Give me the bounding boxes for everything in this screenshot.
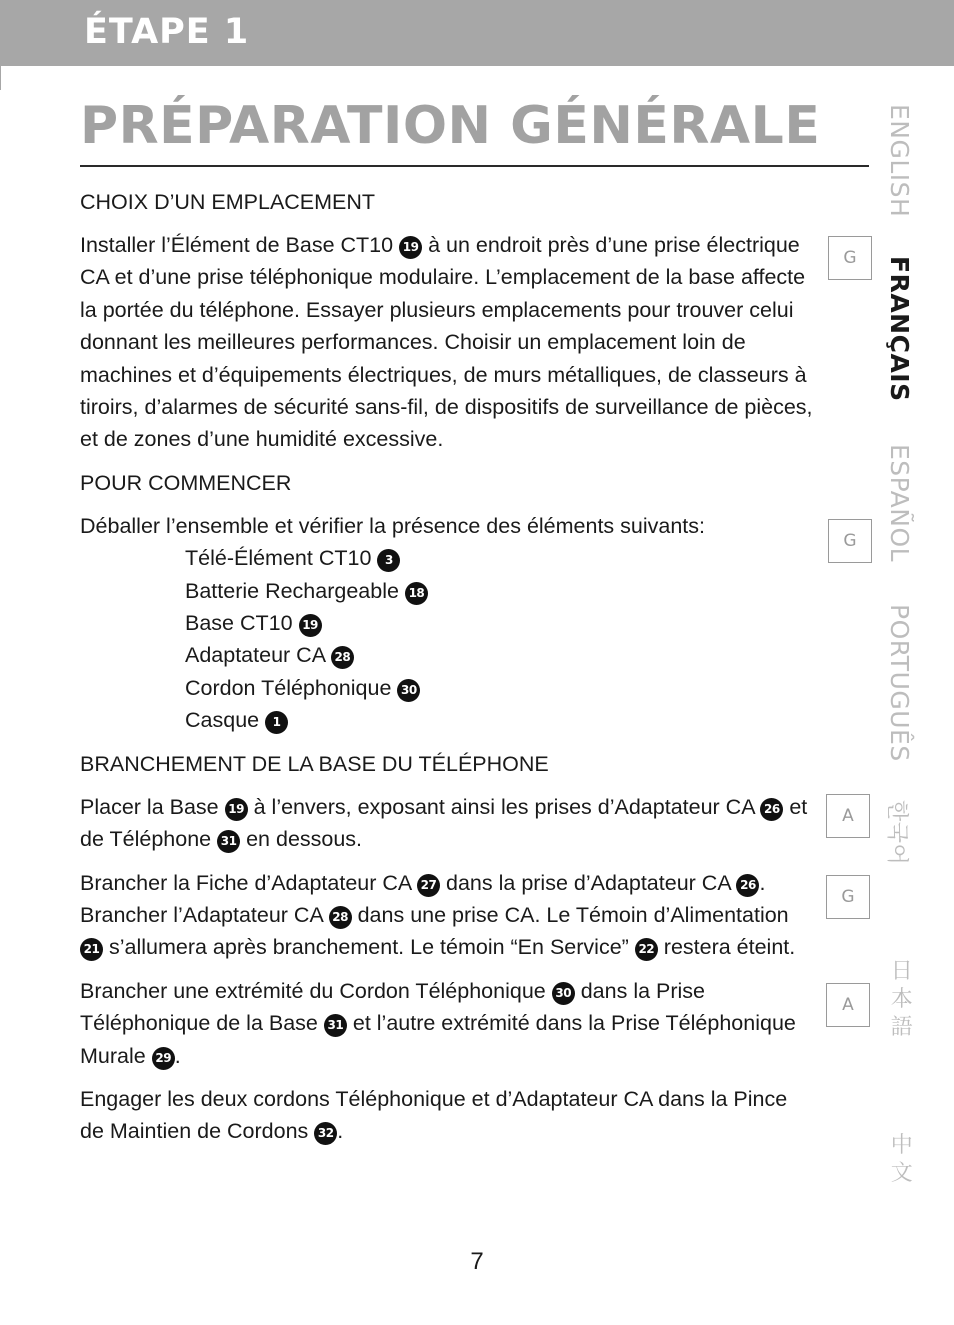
- item-label: Télé-Élément CT10: [185, 546, 372, 571]
- callout-number: 18: [405, 582, 428, 605]
- list-item: [185, 704, 815, 736]
- paragraph-branchement-3: [80, 975, 815, 1072]
- callout-number: 19: [399, 236, 422, 259]
- language-tab-japanese[interactable]: 日 本 語: [890, 959, 914, 1040]
- page-number: 7: [470, 1248, 484, 1275]
- margin-tab: G: [826, 875, 870, 919]
- item-label: Batterie Rechargeable: [185, 578, 399, 603]
- item-label: Casque: [185, 708, 260, 733]
- text-run: dans la prise d’Adaptateur CA: [446, 870, 731, 895]
- item-label: Cordon Téléphonique: [185, 675, 392, 700]
- list-item: [185, 639, 815, 671]
- callout-number: 22: [635, 938, 658, 961]
- language-tab-korean[interactable]: 한국어: [884, 800, 909, 866]
- text-run: Placer la Base: [80, 794, 219, 819]
- language-tab-english[interactable]: ENGLISH: [885, 104, 914, 218]
- callout-number: 31: [217, 830, 240, 853]
- page-title: PRÉPARATION GÉNÉRALE: [80, 96, 821, 156]
- section-heading-emplacement: CHOIX D’UN EMPLACEMENT: [80, 190, 376, 214]
- callout-number: 3: [377, 549, 400, 572]
- callout-number: 28: [331, 646, 354, 669]
- text-run: Brancher une extrémité du Cordon Téléphonique: [80, 978, 546, 1003]
- paragraph-emplacement: [80, 229, 815, 456]
- callout-number: 26: [760, 798, 783, 821]
- callout-number: 32: [314, 1122, 337, 1145]
- margin-tab: G: [828, 519, 872, 563]
- callout-number: 30: [397, 679, 420, 702]
- item-label: Adaptateur CA: [185, 643, 325, 668]
- text-run: à l’envers, exposant ainsi les prises d’Adaptateur CA: [253, 794, 755, 819]
- text-run: en dessous.: [246, 827, 363, 852]
- text-run: dans une prise CA. Le Témoin d’Alimentation: [357, 902, 789, 927]
- text-run: . Brancher l’Adaptateur CA: [80, 870, 766, 927]
- callout-number: 19: [299, 614, 322, 637]
- callout-number: 27: [417, 874, 440, 897]
- language-tab-chinese[interactable]: 中 文: [890, 1133, 914, 1186]
- text-run: .: [337, 1119, 344, 1144]
- callout-number: 30: [552, 982, 575, 1005]
- callout-number: 26: [736, 874, 759, 897]
- text-run: et de Téléphone: [80, 794, 808, 852]
- text-run: restera éteint.: [663, 935, 796, 960]
- callout-number: 29: [152, 1047, 175, 1070]
- list-item: [185, 672, 815, 704]
- callout-number: 28: [329, 906, 352, 929]
- paragraph-branchement-1: [80, 791, 815, 856]
- language-tab-espanol[interactable]: ESPAÑOL: [885, 444, 914, 563]
- language-tab-portugues[interactable]: PORTUGUÊS: [885, 604, 914, 762]
- callout-number: 1: [265, 711, 288, 734]
- step-header-bar: [0, 0, 954, 66]
- package-contents-list: [185, 542, 815, 736]
- list-item: [185, 607, 815, 639]
- text-run: .: [174, 1043, 181, 1068]
- title-divider: [80, 165, 869, 167]
- list-item: [185, 575, 815, 607]
- margin-tab: G: [828, 236, 872, 280]
- paragraph-branchement-4: [80, 1083, 815, 1148]
- text-run: Installer l’Élément de Base CT10: [80, 233, 394, 257]
- margin-tab: A: [826, 794, 870, 838]
- text-run: Engager les deux cordons Téléphonique et d’Adaptateur CA dans la Pince de Maintien de Cordons: [80, 1086, 788, 1144]
- paragraph-branchement-2: [80, 867, 815, 964]
- text-run: à un endroit près d’une prise électrique CA et d’une prise téléphonique modulaire. L’emplacement de la base affecte la portée du téléphone. Essayer plusieurs emplacements pour trouver celui donnant les meilleures performances. Choisir un emplacement loin de machines et d’équipements électriques, de murs métalliques, de classeurs à tiroirs, d’alarmes de sécurité sans-fil, de dispositifs de surveillance de pièces, et de zones d’une humidité excessive.: [80, 233, 813, 452]
- text-run: Brancher la Fiche d’Adaptateur CA: [80, 870, 412, 895]
- callout-number: 31: [324, 1014, 347, 1037]
- margin-tab: A: [826, 983, 870, 1027]
- list-item: [185, 542, 815, 574]
- section-heading-branchement: BRANCHEMENT DE LA BASE DU TÉLÉPHONE: [80, 751, 549, 776]
- step-label: ÉTAPE 1: [84, 12, 250, 52]
- item-label: Base CT10: [185, 611, 293, 636]
- text-run: s’allumera après branchement. Le témoin “En Service”: [108, 935, 629, 960]
- header-edge-line: [0, 66, 1, 90]
- section-heading-commencer: POUR COMMENCER: [80, 470, 292, 495]
- callout-number: 19: [225, 798, 248, 821]
- text-run: et l’autre extrémité dans la Prise Téléphonique Murale: [80, 1011, 796, 1068]
- paragraph-commencer-intro: Déballer l’ensemble et vérifier la présence des éléments suivants:: [80, 513, 706, 538]
- text-run: dans la Prise Téléphonique de la Base: [80, 978, 706, 1036]
- main-content: [80, 186, 815, 1159]
- callout-number: 21: [80, 938, 103, 961]
- language-tab-francais[interactable]: FRANÇAIS: [885, 256, 914, 402]
